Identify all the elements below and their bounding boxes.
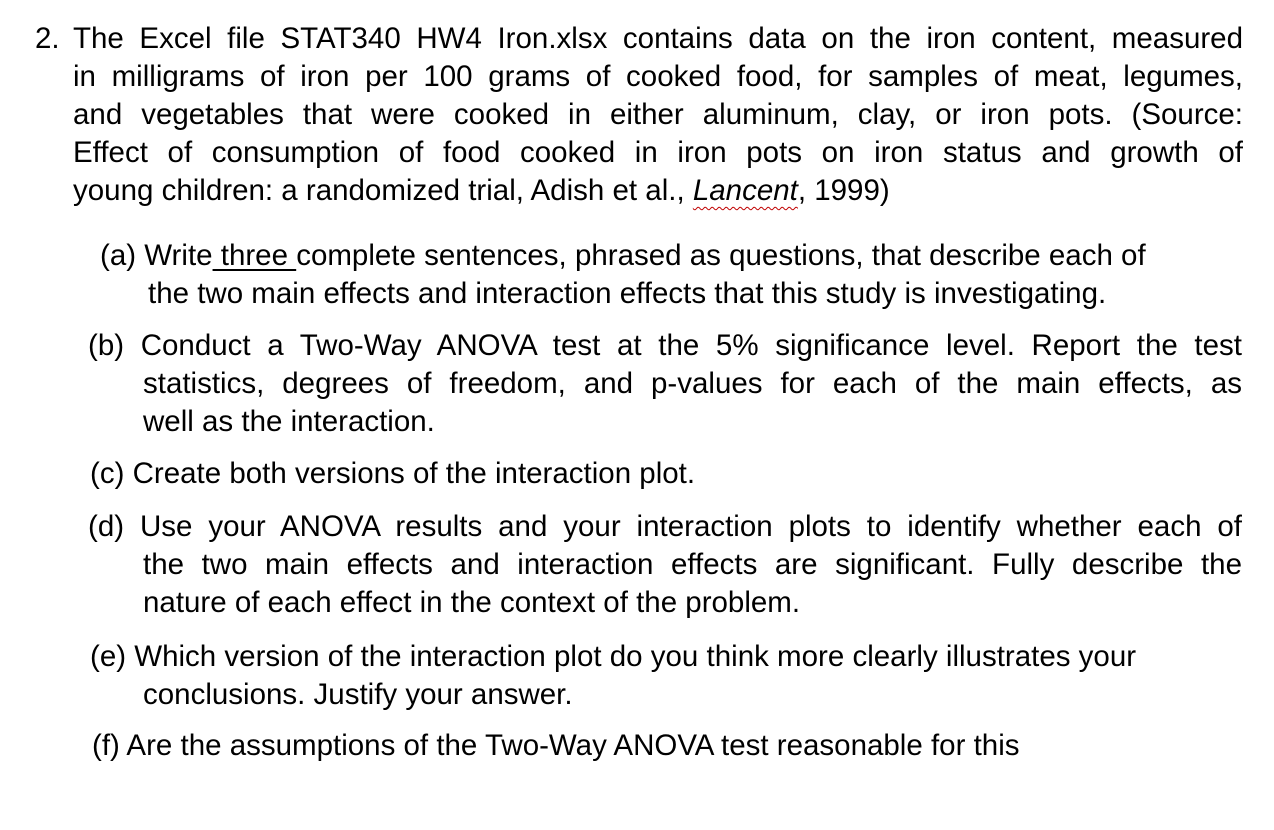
- question-number: 2.: [35, 22, 60, 55]
- part-b-line-3: well as the interaction.: [143, 405, 435, 438]
- part-b: [88, 327, 1242, 441]
- part-a: [100, 237, 1232, 313]
- part-e: [90, 638, 1224, 714]
- part-d-line-2: the two main effects and interaction effects are significant. Fully describe the: [143, 548, 1242, 581]
- intro-line-5: [73, 172, 1243, 210]
- intro-line-1: The Excel file STAT340 HW4 Iron.xlsx contains data on the iron content, measured: [73, 22, 1243, 55]
- part-a-underlined: three: [212, 239, 297, 272]
- part-f: [92, 727, 1192, 765]
- part-a-line-2: the two main effects and interaction effects that this study is investigating.: [148, 277, 1107, 310]
- question-intro: [73, 20, 1243, 210]
- intro-line-4: Effect of consumption of food cooked in iron pots on iron status and growth of: [73, 136, 1243, 169]
- part-e-line-1: (e) Which version of the interaction plot do you think more clearly illustrates your: [90, 640, 1137, 673]
- part-d-line-3: nature of each effect in the context of the problem.: [143, 586, 801, 619]
- intro-last-prefix: young children: a randomized trial, Adish et al.,: [73, 174, 693, 207]
- part-d-line-1: (d) Use your ANOVA results and your interaction plots to identify whether each of: [88, 510, 1242, 543]
- part-c-line-1: (c) Create both versions of the interaction plot.: [90, 457, 696, 490]
- part-b-line-2: statistics, degrees of freedom, and p-values for each of the main effects, as: [143, 367, 1242, 400]
- part-c: [90, 455, 1240, 493]
- intro-line-3: and vegetables that were cooked in either aluminum, clay, or iron pots. (Source:: [73, 98, 1243, 131]
- part-e-line-2: conclusions. Justify your answer.: [143, 678, 573, 711]
- journal-name: Lancent: [692, 174, 798, 207]
- intro-last-suffix: , 1999): [797, 174, 890, 207]
- part-f-line-1: (f) Are the assumptions of the Two-Way ANOVA test reasonable for this: [92, 729, 1020, 762]
- intro-line-2: in milligrams of iron per 100 grams of cooked food, for samples of meat, legumes,: [73, 60, 1243, 93]
- part-a-line-1-rest: complete sentences, phrased as questions, that describe each of: [296, 239, 1146, 272]
- question-2: [35, 20, 1243, 210]
- part-a-label: (a) Write: [100, 239, 213, 272]
- part-b-line-1: (b) Conduct a Two-Way ANOVA test at the 5% significance level. Report the test: [88, 329, 1242, 362]
- part-a-line-1: [100, 237, 1232, 275]
- part-d: [88, 508, 1242, 622]
